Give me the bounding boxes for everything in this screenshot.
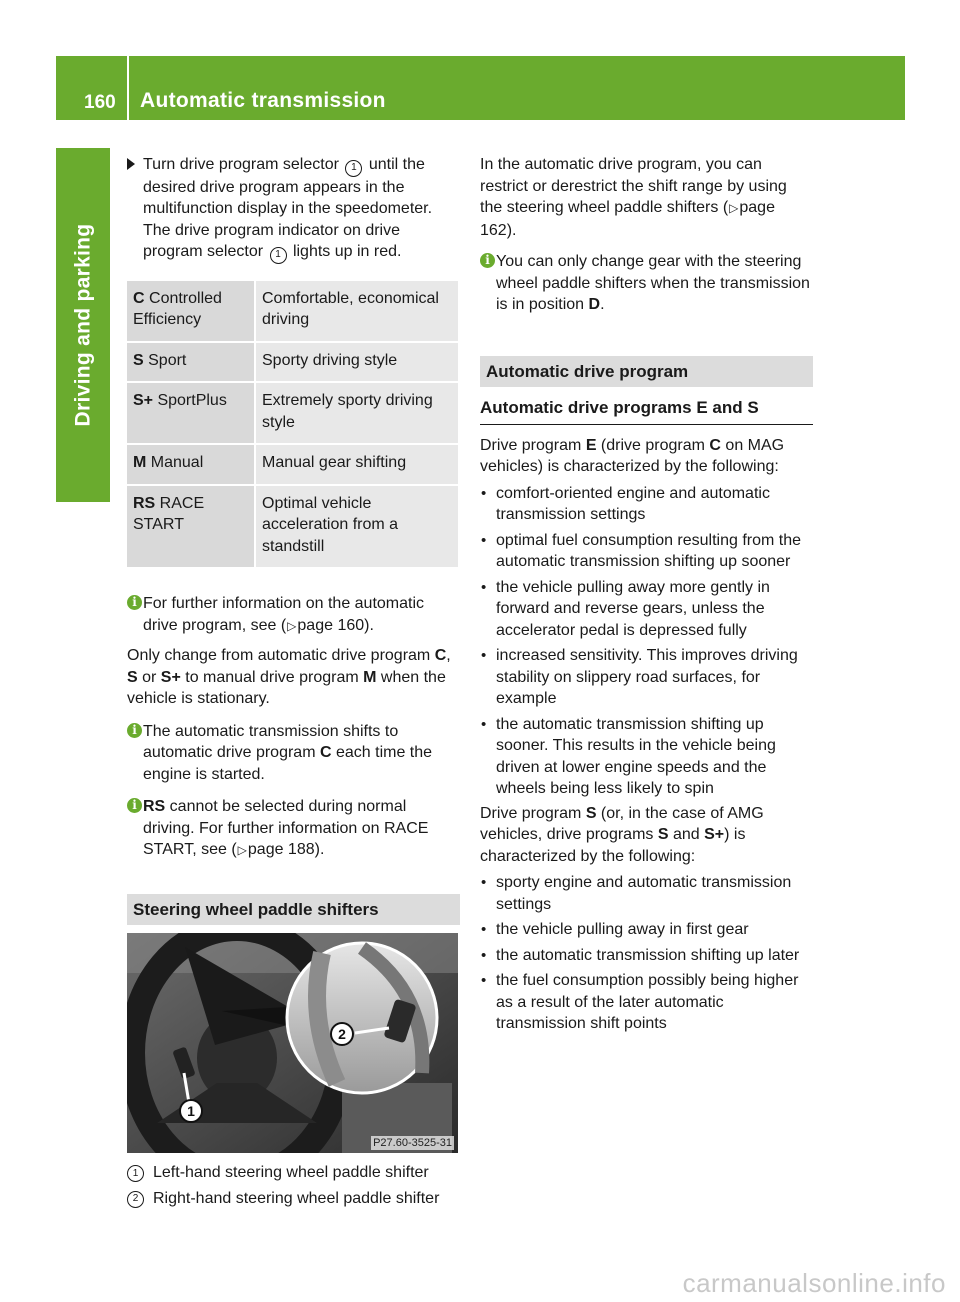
info-icon: i: [480, 253, 495, 268]
page-reference[interactable]: page 160: [297, 616, 365, 634]
image-reference-code: P27.60-3525-31: [373, 1137, 452, 1149]
table-row: [127, 342, 458, 383]
program-cell: S+ SportPlus: [127, 382, 255, 444]
list-item: • the vehicle pulling away in first gear: [480, 919, 813, 941]
callout-1-icon: 1: [127, 1165, 144, 1182]
left-column: [127, 154, 460, 1209]
info-icon: i: [127, 723, 142, 738]
table-row: [127, 281, 458, 342]
header-divider: [127, 56, 129, 120]
table-row: [127, 382, 458, 444]
page-reference[interactable]: page 188: [247, 841, 315, 858]
svg-text:2: 2: [338, 1026, 346, 1042]
description-cell: Extremely sporty driving style: [255, 382, 458, 444]
list-item: • comfort-oriented engine and automatic transmission settings: [480, 483, 813, 526]
program-cell: RS RACE START: [127, 485, 255, 569]
info-note: i For further information on the automatic drive program, see (▷page 160).: [127, 593, 460, 637]
footer-watermark: carmanualsonline.info: [682, 1267, 946, 1298]
program-cell: C Controlled Efficiency: [127, 281, 255, 342]
page-title: Automatic transmission: [140, 89, 386, 112]
body-paragraph: Drive program S (or, in the case of AMG vehicles, drive programs S and S+) is characterized by the following:: [480, 804, 764, 865]
description-cell: Manual gear shifting: [255, 444, 458, 485]
callout-1-icon: 1: [270, 247, 287, 264]
list-item: • the automatic transmission shifting up sooner. This results in the vehicle being driven at lower engine speeds and the wheels being less likely to spin: [480, 714, 813, 800]
list-item: • the fuel consumption possibly being higher as a result of the later automatic transmission shift points: [480, 970, 813, 1035]
info-icon: i: [127, 595, 142, 610]
table-row: [127, 485, 458, 569]
info-note: i You can only change gear with the steering wheel paddle shifters when the transmission is in position D.: [480, 251, 813, 316]
page-ref-arrow-icon: ▷: [287, 618, 297, 633]
info-note: i The automatic transmission shifts to automatic drive program C each time the engine is started.: [127, 721, 460, 786]
steering-wheel-illustration: [127, 933, 458, 1153]
list-item: • sporty engine and automatic transmission settings: [480, 872, 813, 915]
section-heading: Steering wheel paddle shifters: [127, 894, 460, 926]
page-ref-arrow-icon: ▷: [237, 843, 247, 857]
description-cell: Optimal vehicle acceleration from a standstill: [255, 485, 458, 569]
body-paragraph: Only change from automatic drive program C, S or S+ to manual drive program M when the vehicle is stationary.: [127, 647, 451, 707]
section-heading: Automatic drive program: [480, 356, 813, 388]
right-column: [480, 154, 813, 1035]
program-cell: S Sport: [127, 342, 255, 383]
figure-caption: 1 Left-hand steering wheel paddle shifter: [127, 1162, 460, 1184]
instruction-step: Turn drive program selector 1 until the desired drive program appears in the multifunction display in the speedometer. The drive program indicator on drive program selector 1 lights up in red.: [127, 154, 460, 264]
body-paragraph: Drive program E (drive program C on MAG vehicles) is characterized by the following:: [480, 436, 785, 475]
page-number: 160: [84, 92, 116, 113]
page-ref-arrow-icon: ▷: [729, 201, 739, 215]
step-arrow-icon: [127, 158, 135, 170]
list-item: • the automatic transmission shifting up later: [480, 945, 813, 967]
chapter-tab-label: Driving and parking: [71, 223, 95, 427]
info-icon: i: [127, 798, 142, 813]
subsection-heading: Automatic drive programs E and S: [480, 397, 813, 425]
drive-program-table: [127, 281, 458, 570]
list-item: • optimal fuel consumption resulting from the automatic transmission shifting up sooner: [480, 530, 813, 573]
page-reference[interactable]: page 162: [480, 199, 775, 239]
body-paragraph: In the automatic drive program, you can restrict or derestrict the shift range by using the steering wheel paddle shifters (▷page 162).: [480, 156, 787, 239]
paddle-shifter-photo: [127, 933, 458, 1153]
list-item: • increased sensitivity. This improves driving stability on slippery road surfaces, for example: [480, 645, 813, 710]
callout-2-icon: 2: [127, 1191, 144, 1208]
description-cell: Sporty driving style: [255, 342, 458, 383]
figure-caption: 2 Right-hand steering wheel paddle shifter: [127, 1188, 460, 1210]
callout-1-icon: 1: [345, 160, 362, 177]
list-item: • the vehicle pulling away more gently in forward and reverse gears, unless the accelerator pedal is depressed fully: [480, 577, 813, 642]
program-cell: M Manual: [127, 444, 255, 485]
svg-text:1: 1: [187, 1103, 195, 1119]
description-cell: Comfortable, economical driving: [255, 281, 458, 342]
info-note: i RS cannot be selected during normal driving. For further information on RACE START, see (▷page 188).: [127, 796, 460, 862]
table-row: [127, 444, 458, 485]
